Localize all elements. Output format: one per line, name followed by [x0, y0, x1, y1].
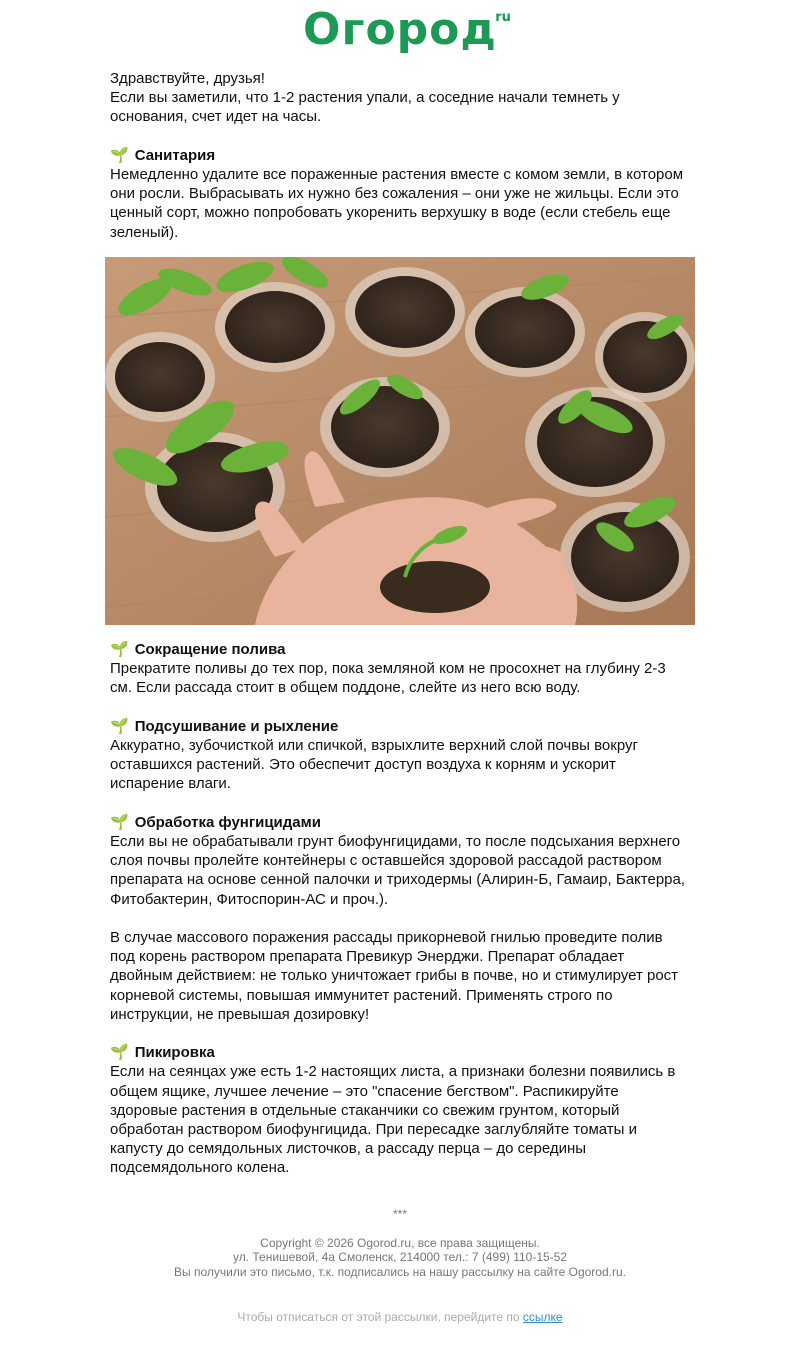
section-text: Прекратите поливы до тех пор, пока земляной ком не просохнет на глубину 2-3 см. Если рассада стоит в общем поддоне, слейте из него всю воду. [110, 660, 666, 697]
greeting: Здравствуйте, друзья! [110, 70, 265, 87]
section-title-watering: 🌱 Сокращение полива [110, 641, 286, 658]
section-title-loosening: 🌱 Подсушивание и рыхление [110, 717, 339, 735]
section-text: В случае массового поражения рассады прикорневой гнилью проведите полив под корень раствором препарата Превикур Энерджи. Препарат обладает двойным действием: не только уничтожает грибы в почве, но и стимулирует рост корневой системы, повышая иммунитет растений. Применять строго по инструкции, не превышая дозировку! [110, 929, 679, 1023]
footer-copyright: Copyright © 2026 Ogorod.ru, все права защищены. [260, 1236, 540, 1250]
section-text: Если на сеянцах уже есть 1-2 настоящих листа, а признаки болезни появились в общем ящике, лучшее лечение – это "спасение бегством". Распикируйте здоровые растения в отдельные стаканчики со свежим грунтом, который обработан раствором биофунгицида. При пересадке заглубляйте томаты и капусту до семядольных листочков, а рассаду перца – до середины подсемядольного колена. [110, 1063, 676, 1177]
seedling-icon: 🌱 [110, 641, 129, 658]
seedling-icon: 🌱 [110, 1044, 129, 1062]
logo-text: Огород [303, 4, 497, 55]
seedling-icon: 🌱 [110, 146, 129, 164]
seedling-icon: 🌱 [110, 813, 129, 831]
logo-domain: ru [495, 10, 511, 25]
intro-text: Если вы заметили, что 1-2 растения упали, а соседние начали темнеть у основания, счет идет на часы. [110, 89, 620, 126]
section-text: Немедленно удалите все пораженные растения вместе с комом земли, в котором они росли. Выбрасывать их нужно без сожаления – они уже не жильцы. Если это ценный сорт, можно попробовать укоренить верхушку в воде (если стебель еще зеленый). [110, 166, 684, 241]
section-title-pricking: 🌱 Пикировка [110, 1044, 215, 1062]
email-body-bottom [110, 640, 690, 1178]
email-body-top [110, 69, 690, 242]
section-text: Аккуратно, зубочисткой или спичкой, взрыхлите верхний слой почвы вокруг оставшихся растений. Это обеспечит доступ воздуха к корням и ускорит испарение влаги. [110, 737, 638, 793]
footer-subscription-reason: Вы получили это письмо, т.к. подписались на нашу рассылку на сайте Ogorod.ru. [174, 1265, 626, 1279]
seedlings-photo [105, 257, 695, 625]
footer-separator: *** [392, 1207, 407, 1221]
section-title-fungicides: 🌱 Обработка фунгицидами [110, 813, 321, 831]
brand-logo[interactable] [0, 6, 800, 54]
unsubscribe-text: Чтобы отписаться от этой рассылки, перейдите по [237, 1310, 520, 1324]
seedling-icon: 🌱 [110, 717, 129, 735]
unsubscribe-line [0, 1310, 800, 1325]
unsubscribe-link[interactable]: ссылке [522, 1310, 563, 1324]
section-title-sanitation: 🌱 Санитария [110, 146, 216, 164]
footer-address: ул. Тенишевой, 4а Смоленск, 214000 тел.: 7 (499) 110-15-52 [232, 1250, 568, 1264]
section-text: Если вы не обрабатывали грунт биофунгицидами, то после подсыхания верхнего слоя почвы пролейте контейнеры с оставшейся здоровой рассадой раствором препарата на основе сенной палочки и триходермы (Алирин-Б, Гамаир, Бактерра, Фитобактерин, Фитоспорин-АС и проч.). [110, 833, 686, 908]
